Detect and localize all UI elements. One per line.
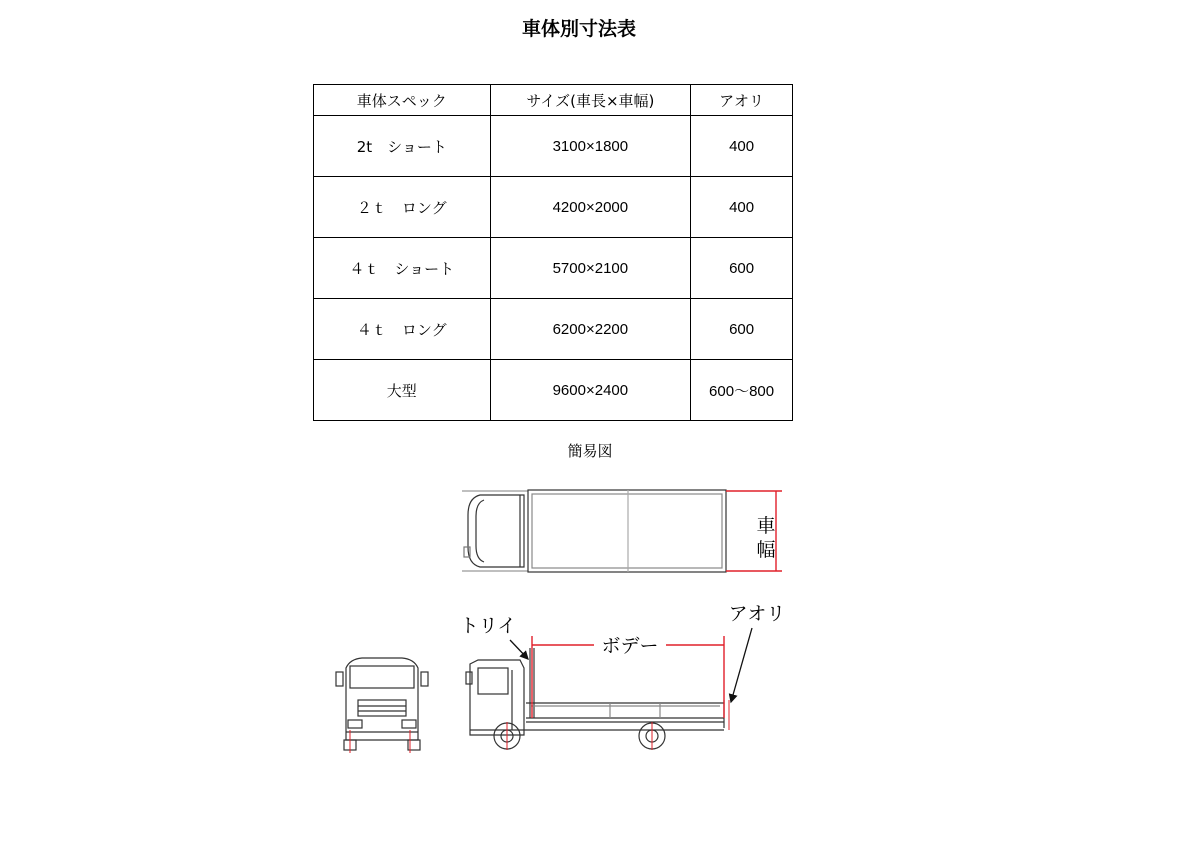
cell-aori: 600 [691,238,793,299]
cell-spec: 2t ショート [314,116,491,177]
width-label-top: 車 [756,515,776,537]
truck-top-view [462,490,726,572]
cell-spec: 大型 [314,360,491,421]
cell-aori: 400 [691,177,793,238]
page-title: 車体別寸法表 [521,18,636,40]
header-size: サイズ(車長×車幅) [490,85,691,116]
diagram-caption: 簡易図 [567,442,613,460]
cell-size: 4200×2000 [490,177,691,238]
cell-size: 5700×2100 [490,238,691,299]
cell-aori: 600 [691,299,793,360]
cell-size: 3100×1800 [490,116,691,177]
width-label-bottom: 幅 [756,539,776,561]
torii-label: トリイ [459,615,517,637]
cell-aori: 600〜800 [691,360,793,421]
cell-spec: ４ｔ ロング [314,299,491,360]
header-aori: アオリ [691,85,793,116]
front-view-markers [350,730,410,753]
aori-label: アオリ [728,603,786,625]
header-spec: 車体スペック [314,85,491,116]
cell-size: 6200×2200 [490,299,691,360]
cell-spec: ２ｔ ロング [314,177,491,238]
truck-side-view [466,648,724,749]
torii-arrow [510,640,528,659]
body-label: ボデー [601,635,659,657]
aori-arrow [731,628,752,702]
cell-spec: ４ｔ ショート [314,238,491,299]
cell-size: 9600×2400 [490,360,691,421]
cell-aori: 400 [691,116,793,177]
